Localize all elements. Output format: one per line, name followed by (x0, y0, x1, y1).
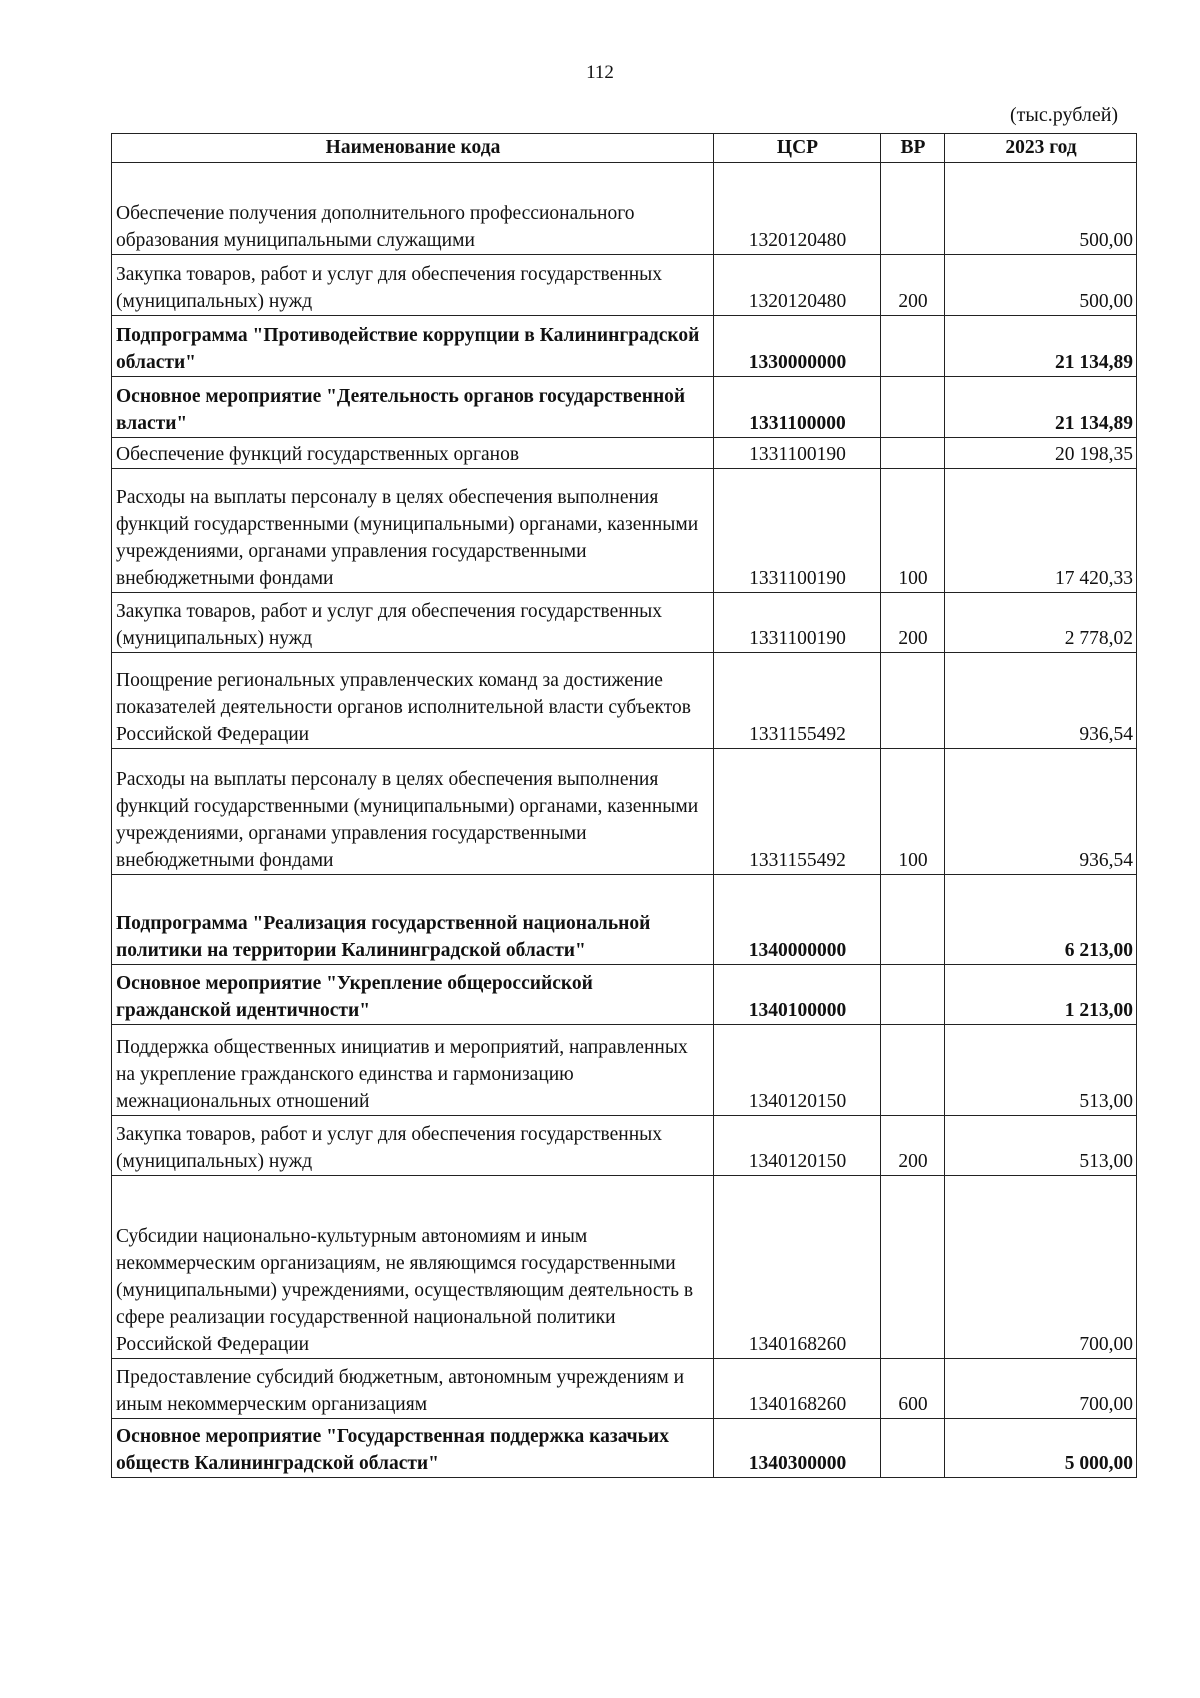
row-name: Поощрение региональных управленческих команд за достижение показателей деятельности органов исполнительной власти субъектов Российской Федерации (112, 653, 714, 749)
table-row (112, 316, 1137, 377)
row-vr (881, 438, 945, 469)
row-name: Расходы на выплаты персоналу в целях обеспечения выполнения функций государственными (муниципальными) органами, казенными учреждениями, органами управления государственными внебюджетными фондами (112, 749, 714, 875)
row-amount: 6 213,00 (945, 875, 1137, 965)
row-code: 1331155492 (714, 749, 881, 875)
row-name: Основное мероприятие "Укрепление общероссийской гражданской идентичности" (112, 965, 714, 1025)
table-header-row (112, 134, 1137, 163)
row-amount: 936,54 (945, 653, 1137, 749)
row-vr: 200 (881, 1116, 945, 1176)
row-name: Обеспечение функций государственных органов (112, 438, 714, 469)
header-amount: 2023 год (945, 134, 1137, 163)
table-row (112, 1419, 1137, 1478)
row-amount: 500,00 (945, 163, 1137, 255)
row-code: 1340000000 (714, 875, 881, 965)
table-row (112, 749, 1137, 875)
row-vr: 200 (881, 255, 945, 316)
row-code: 1331100190 (714, 469, 881, 593)
row-code: 1320120480 (714, 255, 881, 316)
table-row (112, 653, 1137, 749)
table-row (112, 469, 1137, 593)
row-amount: 1 213,00 (945, 965, 1137, 1025)
table-row (112, 1025, 1137, 1116)
row-vr (881, 653, 945, 749)
row-vr (881, 1176, 945, 1359)
row-name: Поддержка общественных инициатив и мероприятий, направленных на укрепление гражданского единства и гармонизацию межнациональных отношений (112, 1025, 714, 1116)
row-amount: 2 778,02 (945, 593, 1137, 653)
row-code: 1331100190 (714, 593, 881, 653)
row-name: Предоставление субсидий бюджетным, автономным учреждениям и иным некоммерческим организациям (112, 1359, 714, 1419)
row-amount: 700,00 (945, 1176, 1137, 1359)
row-vr: 100 (881, 749, 945, 875)
budget-table (111, 133, 1137, 1478)
header-vr: ВР (881, 134, 945, 163)
header-name: Наименование кода (112, 134, 714, 163)
row-name: Расходы на выплаты персоналу в целях обеспечения выполнения функций государственными (муниципальными) органами, казенными учреждениями, органами управления государственными внебюджетными фондами (112, 469, 714, 593)
row-vr (881, 1025, 945, 1116)
table-row (112, 438, 1137, 469)
row-amount: 21 134,89 (945, 316, 1137, 377)
table-row (112, 1116, 1137, 1176)
row-code: 1340120150 (714, 1025, 881, 1116)
row-amount: 20 198,35 (945, 438, 1137, 469)
row-vr: 200 (881, 593, 945, 653)
row-vr (881, 875, 945, 965)
row-vr (881, 965, 945, 1025)
row-amount: 17 420,33 (945, 469, 1137, 593)
row-code: 1330000000 (714, 316, 881, 377)
row-name: Подпрограмма "Реализация государственной национальной политики на территории Калининградской области" (112, 875, 714, 965)
row-code: 1340168260 (714, 1359, 881, 1419)
table-row (112, 1359, 1137, 1419)
row-amount: 700,00 (945, 1359, 1137, 1419)
row-vr (881, 316, 945, 377)
row-code: 1340300000 (714, 1419, 881, 1478)
row-code: 1340168260 (714, 1176, 881, 1359)
row-amount: 21 134,89 (945, 377, 1137, 438)
row-amount: 500,00 (945, 255, 1137, 316)
table-row (112, 875, 1137, 965)
table-row (112, 965, 1137, 1025)
table-row (112, 163, 1137, 255)
row-code: 1320120480 (714, 163, 881, 255)
row-name: Закупка товаров, работ и услуг для обеспечения государственных (муниципальных) нужд (112, 255, 714, 316)
row-vr: 100 (881, 469, 945, 593)
row-vr (881, 377, 945, 438)
table-row (112, 593, 1137, 653)
row-name: Закупка товаров, работ и услуг для обеспечения государственных (муниципальных) нужд (112, 593, 714, 653)
row-amount: 5 000,00 (945, 1419, 1137, 1478)
row-name: Основное мероприятие "Деятельность органов государственной власти" (112, 377, 714, 438)
row-code: 1331100000 (714, 377, 881, 438)
row-amount: 936,54 (945, 749, 1137, 875)
table-row (112, 377, 1137, 438)
row-name: Основное мероприятие "Государственная поддержка казачьих обществ Калининградской области" (112, 1419, 714, 1478)
page-number: 112 (586, 62, 614, 83)
row-code: 1340100000 (714, 965, 881, 1025)
table-row (112, 1176, 1137, 1359)
row-vr (881, 163, 945, 255)
row-code: 1331100190 (714, 438, 881, 469)
row-name: Закупка товаров, работ и услуг для обеспечения государственных (муниципальных) нужд (112, 1116, 714, 1176)
row-code: 1331155492 (714, 653, 881, 749)
table-row (112, 255, 1137, 316)
row-amount: 513,00 (945, 1025, 1137, 1116)
row-vr: 600 (881, 1359, 945, 1419)
row-name: Обеспечение получения дополнительного профессионального образования муниципальными служащими (112, 163, 714, 255)
header-code: ЦСР (714, 134, 881, 163)
row-vr (881, 1419, 945, 1478)
row-amount: 513,00 (945, 1116, 1137, 1176)
row-code: 1340120150 (714, 1116, 881, 1176)
units-label: (тыс.рублей) (1010, 104, 1119, 126)
row-name: Субсидии национально-культурным автономиям и иным некоммерческим организациям, не являющимся государственными (муниципальными) учреждениями, осуществляющим деятельность в сфере реализации государственной национальной политики Российской Федерации (112, 1176, 714, 1359)
row-name: Подпрограмма "Противодействие коррупции в Калининградской области" (112, 316, 714, 377)
